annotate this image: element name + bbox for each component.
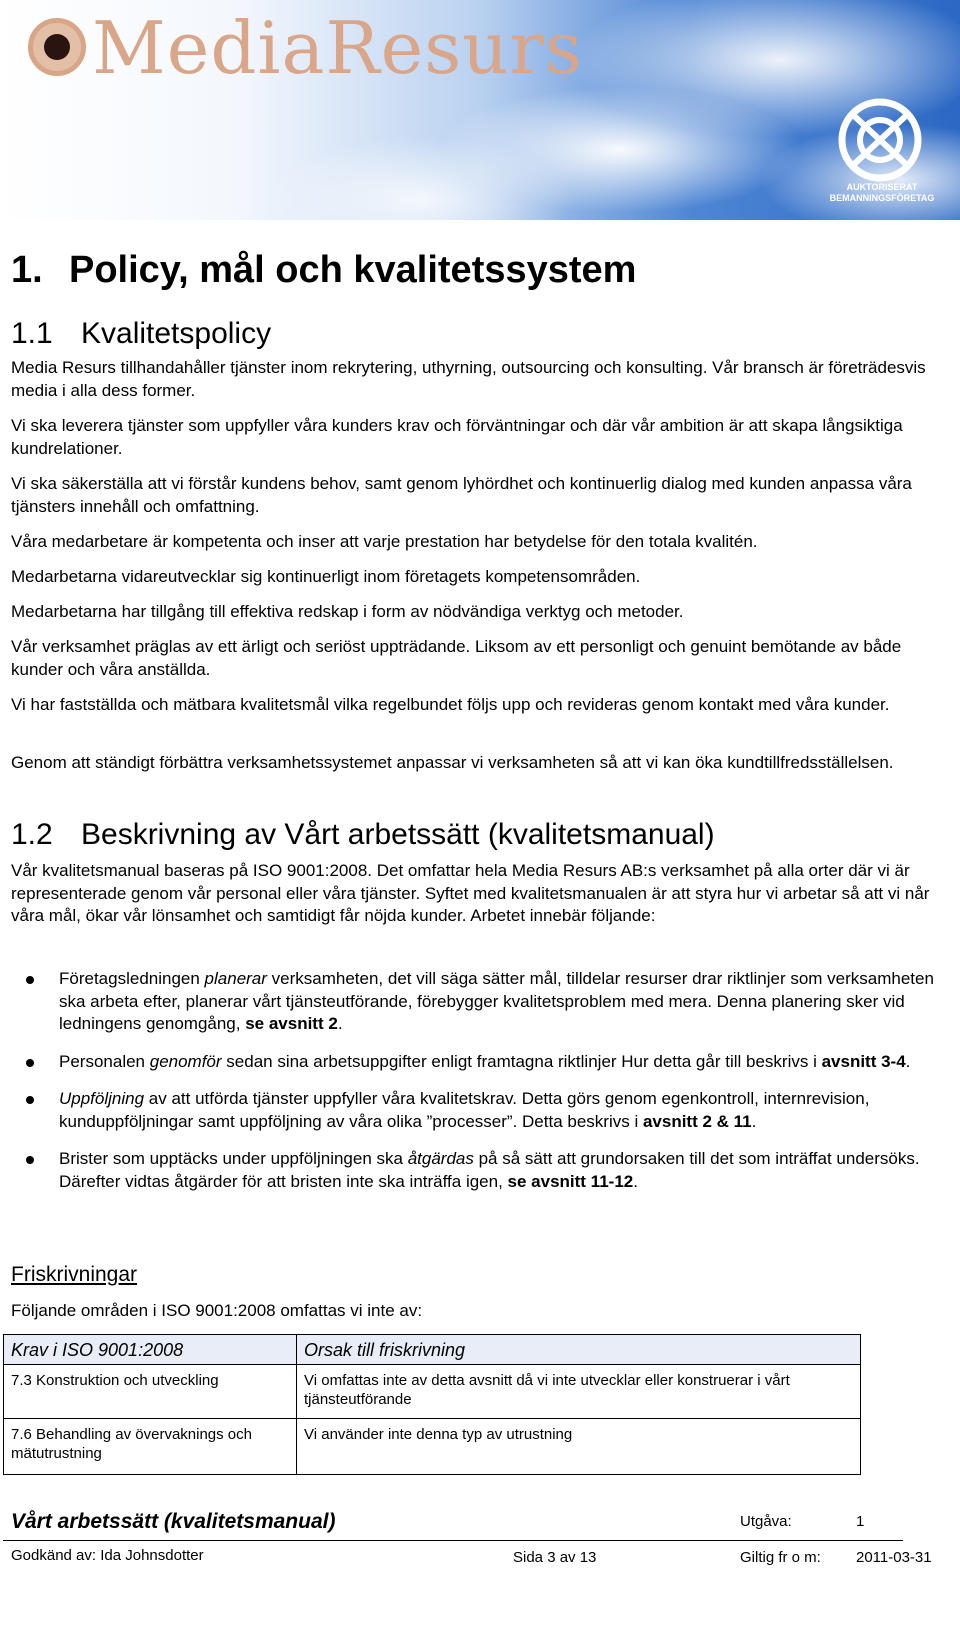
list-item: Uppföljning av att utförda tjänster uppfyller våra kvalitetskrav. Detta görs genom egenkontroll, internrevision, kunduppföljningar samt uppföljning av våra olika ”processer”. Detta beskrivs i avsnitt 2 & 11.	[11, 1088, 941, 1133]
section-1-title: Policy, mål och kvalitetssystem	[69, 249, 637, 291]
badge-text-line1: AUKTORISERAT	[846, 182, 918, 192]
page-number: Sida 3 av 13	[513, 1549, 597, 1566]
logo-icon	[28, 18, 86, 76]
header-banner	[0, 0, 960, 220]
manual-intro-paragraph: Vår kvalitetsmanual baseras på ISO 9001:2008. Det omfattar hela Media Resurs AB:s verksamhet på alla orter där vi är representerade genom vår personal eller våra tjänster. Syftet med kvalitetsmanualen är att styra hur vi arbetar så att vi når våra mål, ökar vår lönsamhet och samtidigt får nöjda kunder. Arbetet innebär följande:	[11, 861, 930, 925]
table-cell: Vi omfattas inte av detta avsnitt då vi inte utvecklar eller konstruerar i vårt tjänsteutförande	[297, 1365, 861, 1419]
column-header: Krav i ISO 9001:2008	[4, 1335, 297, 1365]
policy-paragraph: Media Resurs tillhandahåller tjänster inom rekrytering, uthyrning, outsourcing och konsulting. Vår bransch är företrädesvis media i alla dess former.	[11, 358, 926, 400]
policy-paragraph: Medarbetarna har tillgång till effektiva redskap i form av nödvändiga verktyg och metoder.	[11, 602, 684, 621]
edition-value: 1	[856, 1513, 865, 1530]
valid-from-value: 2011-03-31	[856, 1549, 932, 1566]
table-row	[4, 1365, 861, 1419]
list-item: Brister som upptäcks under uppföljningen ska åtgärdas på så sätt att grundorsaken till det som inträffat undersöks. Därefter vidtas åtgärder för att bristen inte ska inträffa igen, se avsnitt 11-12.	[11, 1148, 941, 1193]
column-header: Orsak till friskrivning	[297, 1335, 861, 1365]
disclaimers-table	[3, 1334, 861, 1475]
section-1-1-heading	[11, 316, 271, 352]
policy-paragraph: Medarbetarna vidareutvecklar sig kontinuerligt inom företagets kompetensområden.	[11, 567, 641, 586]
badge-text	[812, 182, 952, 204]
table-header-row	[4, 1335, 861, 1365]
edition-label: Utgåva:	[740, 1513, 792, 1530]
section-1-2-number: 1.2	[11, 818, 53, 851]
section-1-heading	[11, 247, 636, 293]
policy-paragraph: Vi ska leverera tjänster som uppfyller våra kunders krav och förväntningar och där vår ambition är att skapa långsiktiga kundrelationer.	[11, 416, 903, 458]
section-1-1-number: 1.1	[11, 317, 53, 350]
section-1-2-title: Beskrivning av Vårt arbetssätt (kvalitetsmanual)	[81, 818, 715, 851]
policy-paragraph: Våra medarbetare är kompetenta och inser att varje prestation har betydelse för den totala kvalitén.	[11, 532, 758, 551]
disclaimers-intro: Följande områden i ISO 9001:2008 omfattas vi inte av:	[11, 1301, 423, 1320]
approved-by: Godkänd av: Ida Johnsdotter	[11, 1547, 204, 1564]
list-item: Personalen genomför sedan sina arbetsuppgifter enligt framtagna riktlinjer Hur detta går till beskrivs i avsnitt 3-4.	[11, 1051, 941, 1074]
table-cell: 7.6 Behandling av övervaknings och mätutrustning	[4, 1419, 297, 1475]
policy-paragraph: Vår verksamhet präglas av ett ärligt och seriöst uppträdande. Liksom av ett personligt och genuint bemötande av både kunder och våra anställda.	[11, 637, 902, 679]
bullet-icon	[26, 1156, 34, 1164]
valid-from-label: Giltig fr o m:	[740, 1549, 821, 1566]
section-1-1-title: Kvalitetspolicy	[81, 317, 272, 350]
list-item: Företagsledningen planerar verksamheten, det vill säga sätter mål, tilldelar resurser drar riktlinjer som verksamheten ska arbeta efter, planerar vårt tjänsteutförande, förebygger kvalitetsproblem med mera. Denna planering sker vid ledningens genomgång, se avsnitt 2.	[11, 968, 941, 1036]
table-cell: Vi använder inte denna typ av utrustning	[297, 1419, 861, 1475]
badge-text-line2: BEMANNINGSFÖRETAG	[829, 193, 935, 203]
section-1-2-heading	[11, 817, 715, 853]
table-cell: 7.3 Konstruktion och utveckling	[4, 1365, 297, 1419]
section-1-number: 1.	[11, 249, 43, 291]
disclaimers-heading: Friskrivningar	[11, 1263, 138, 1286]
policy-paragraph: Vi ska säkerställa att vi förstår kundens behov, samt genom lyhördhet och kontinuerlig dialog med kunden anpassa våra tjänsters innehåll och omfattning.	[11, 474, 912, 516]
policy-paragraph: Genom att ständigt förbättra verksamhetssystemet anpassar vi verksamheten så att vi kan öka kundtillfredsställelsen.	[11, 753, 894, 772]
policy-paragraph: Vi har fastställda och mätbara kvalitetsmål vilka regelbundet följs upp och revideras genom kontakt med våra kunder.	[11, 695, 890, 714]
logo-text: MediaResurs	[92, 6, 583, 90]
work-process-list	[11, 968, 941, 1208]
bullet-icon	[26, 1096, 34, 1104]
table-row	[4, 1419, 861, 1475]
bullet-icon	[26, 976, 34, 984]
footer-divider	[3, 1540, 903, 1541]
footer-document-title: Vårt arbetssätt (kvalitetsmanual)	[11, 1510, 336, 1533]
bullet-icon	[26, 1059, 34, 1067]
